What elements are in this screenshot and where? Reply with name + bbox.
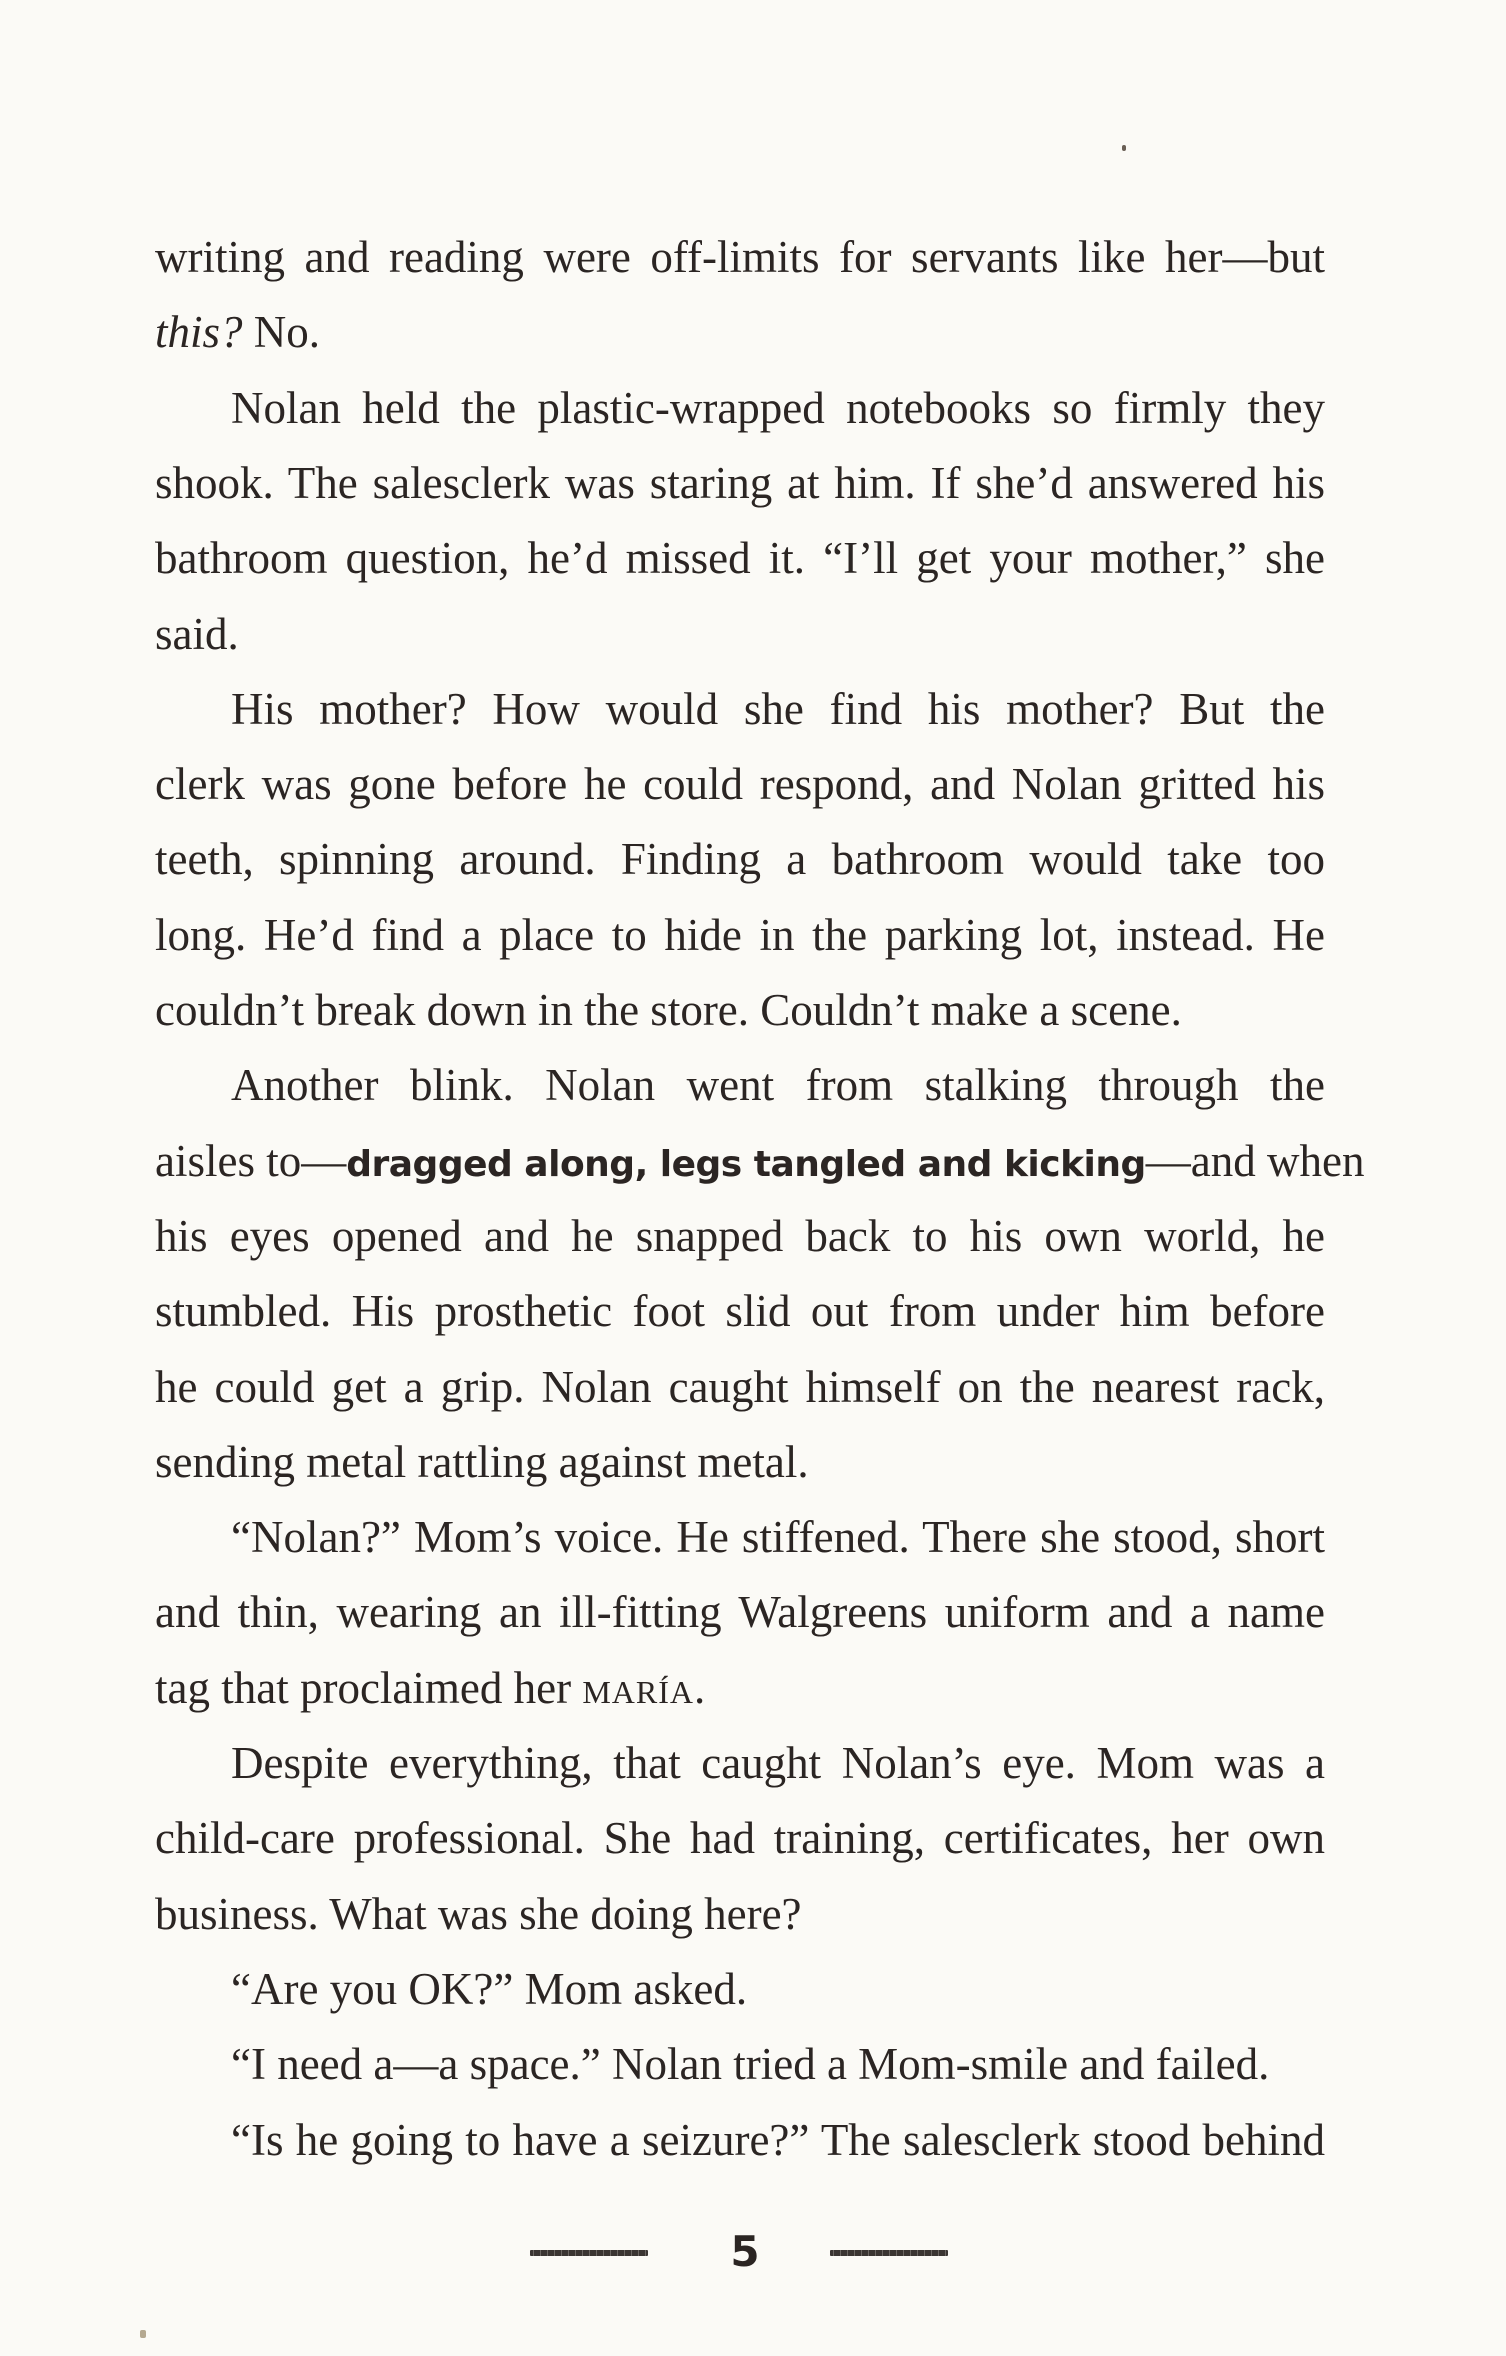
text-line: “I need a—a space.” Nolan tried a Mom-smile and failed. bbox=[231, 2039, 1270, 2090]
text-line: stumbled. His prosthetic foot slid out from under him before bbox=[155, 1286, 1325, 1337]
text-line: His mother? How would she find his mother? But the bbox=[231, 683, 1325, 734]
text-line: “Nolan?” Mom’s voice. He stiffened. There she stood, short bbox=[231, 1512, 1325, 1563]
text-line: teeth, spinning around. Finding a bathroom would take too bbox=[155, 834, 1325, 885]
text-line bbox=[155, 1651, 1325, 1726]
line-text: No. bbox=[242, 307, 321, 358]
text-line: “Are you OK?” Mom asked. bbox=[231, 1963, 748, 2014]
text-line: his eyes opened and he snapped back to his own world, he bbox=[155, 1210, 1325, 1261]
text-line: child-care professional. She had training, certificates, her own bbox=[155, 1813, 1325, 1864]
text-line: writing and reading were off-limits for servants like her—but bbox=[155, 232, 1325, 282]
page-footer bbox=[0, 2222, 1506, 2282]
paper-speck bbox=[1122, 145, 1126, 151]
text-line: Nolan held the plastic-wrapped notebooks so firmly they bbox=[231, 382, 1325, 433]
text-line: couldn’t break down in the store. Couldn’t make a scene. bbox=[155, 985, 1182, 1035]
text-line: Another blink. Nolan went from stalking through the bbox=[231, 1060, 1325, 1111]
line-text: . bbox=[694, 1662, 706, 1713]
text-line bbox=[155, 1124, 1365, 1202]
italic-word: this? bbox=[155, 307, 243, 358]
bold-vision-text: dragged along, legs tangled and kicking bbox=[346, 1143, 1146, 1185]
line-text: tag that proclaimed her bbox=[155, 1662, 583, 1713]
text-line: bathroom question, he’d missed it. “I’ll get your mother,” she bbox=[155, 533, 1325, 584]
text-line: and thin, wearing an ill-fitting Walgreens uniform and a name bbox=[155, 1587, 1325, 1638]
line-text: aisles to— bbox=[155, 1135, 347, 1186]
page-number: 5 bbox=[730, 2227, 760, 2276]
text-line: sending metal rattling against metal. bbox=[155, 1436, 809, 1487]
text-line: business. What was she doing here? bbox=[155, 1888, 802, 1939]
text-line bbox=[155, 295, 1325, 370]
name-tag-text: maría bbox=[582, 1662, 694, 1713]
footer-ornament-left bbox=[530, 2250, 648, 2256]
text-line: long. He’d find a place to hide in the parking lot, instead. He bbox=[155, 909, 1325, 960]
footer-ornament-right bbox=[830, 2250, 948, 2256]
text-line: “Is he going to have a seizure?” The salesclerk stood behind bbox=[231, 2114, 1325, 2165]
text-line: he could get a grip. Nolan caught himself on the nearest rack, bbox=[155, 1361, 1325, 1412]
line-text: —and when bbox=[1145, 1135, 1365, 1186]
text-line: said. bbox=[155, 608, 239, 659]
text-line: Despite everything, that caught Nolan’s eye. Mom was a bbox=[231, 1738, 1325, 1788]
paper-speck bbox=[140, 2330, 146, 2338]
text-line: clerk was gone before he could respond, and Nolan gritted his bbox=[155, 759, 1325, 810]
text-line: shook. The salesclerk was staring at him. If she’d answered his bbox=[155, 457, 1325, 508]
